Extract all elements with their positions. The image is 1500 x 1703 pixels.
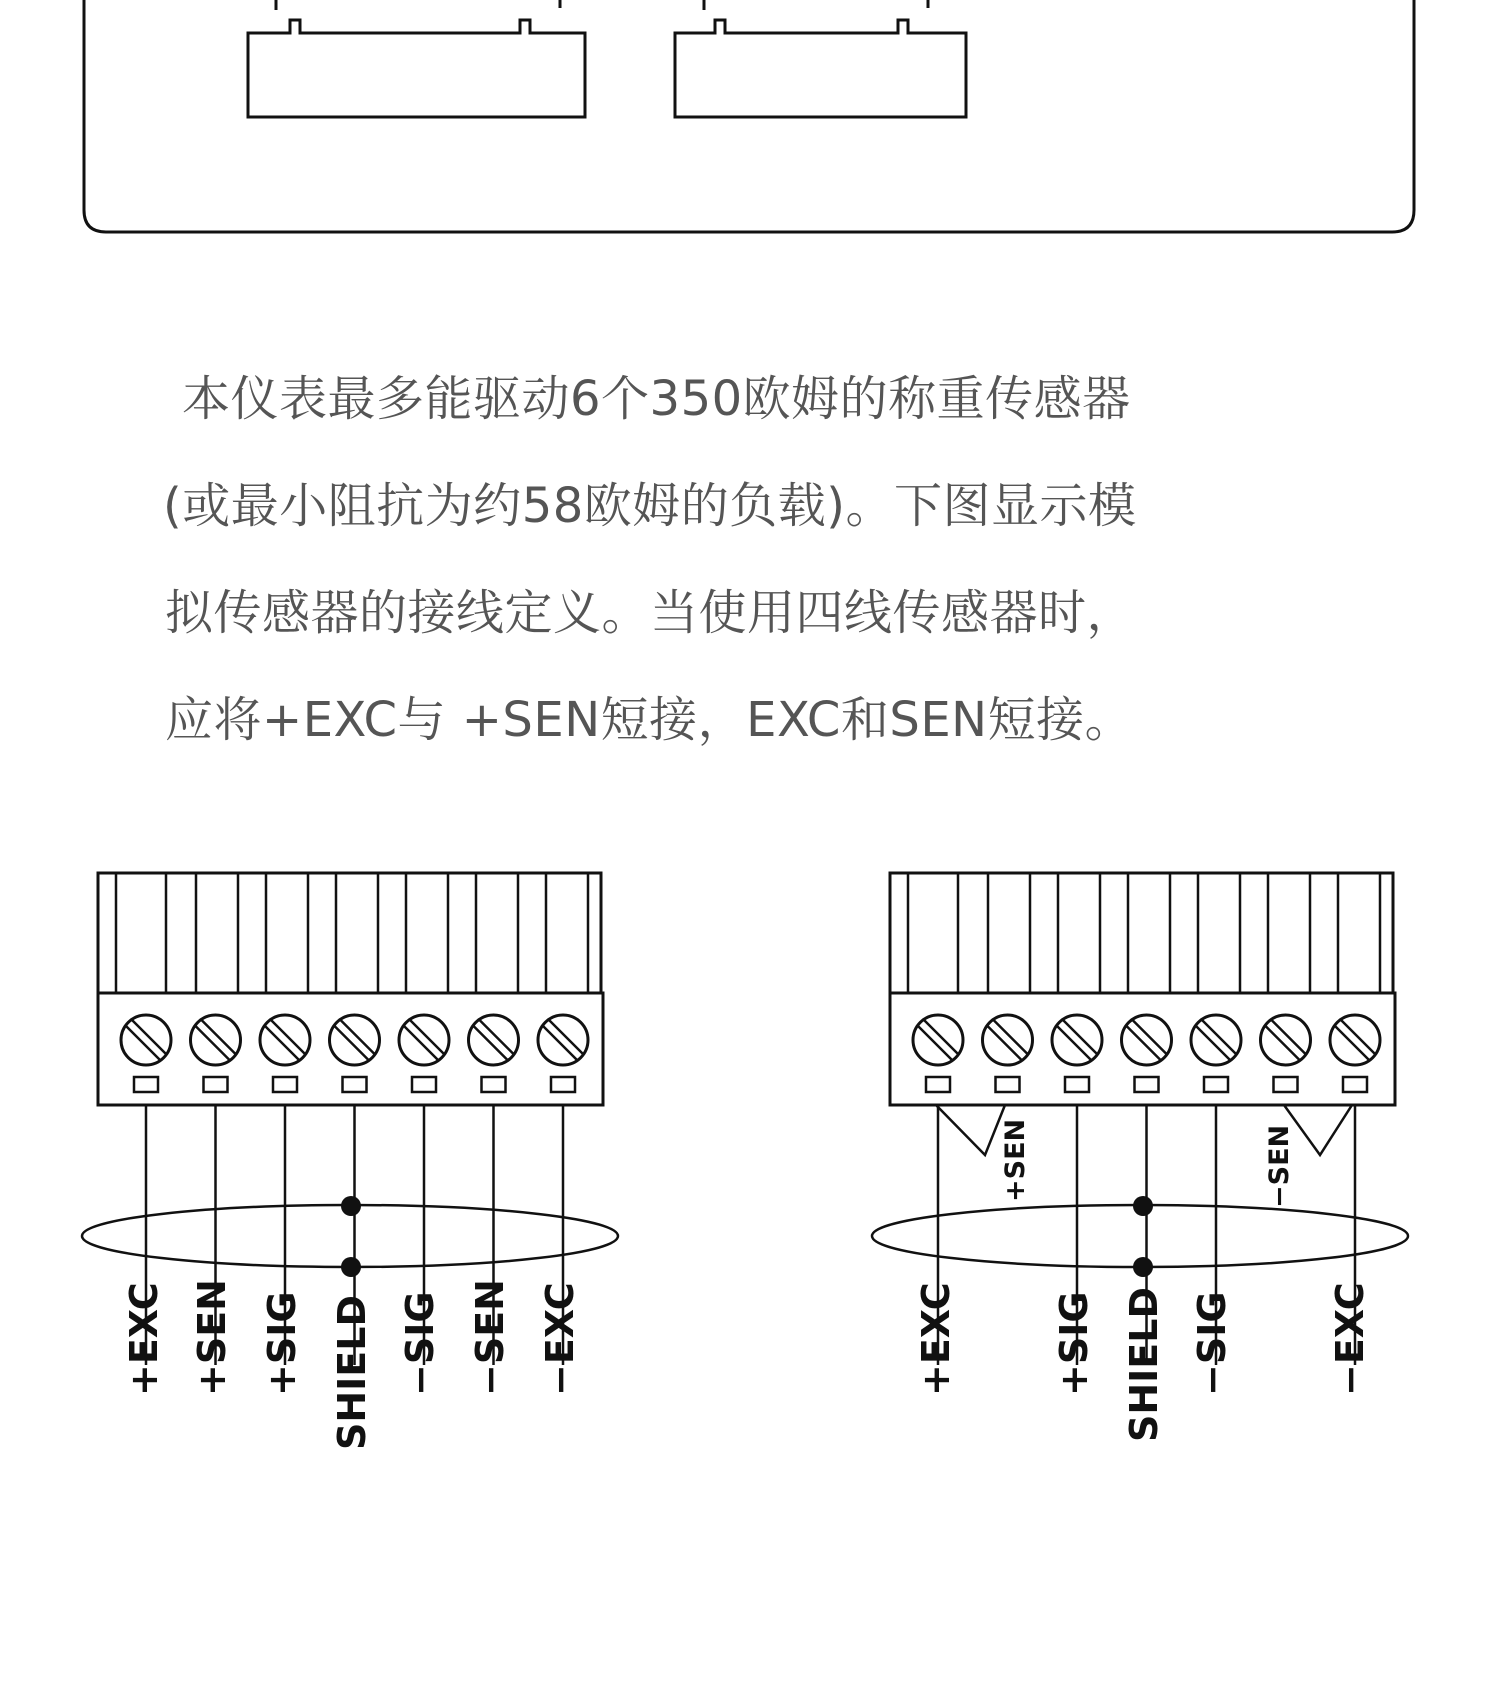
terminal-slot <box>1065 1077 1089 1092</box>
pin-label-plus-exc: +EXC <box>914 1282 958 1396</box>
pin-label-minus-sen: −SEN <box>468 1279 512 1396</box>
terminal-slot <box>1135 1077 1159 1092</box>
terminal-slot <box>343 1077 367 1092</box>
jumper-label-minus-sen: −SEN <box>1264 1124 1295 1208</box>
terminal-slot <box>204 1077 228 1092</box>
terminal-block <box>98 993 603 1105</box>
terminal-screws <box>121 1015 588 1092</box>
jumper-label-plus-sen: +SEN <box>1000 1118 1031 1202</box>
pin-label-minus-exc: −EXC <box>538 1282 582 1396</box>
six-wire-diagram <box>82 873 618 1450</box>
pin-label-plus-sig: +SIG <box>260 1291 304 1396</box>
terminal-screw <box>260 1015 310 1065</box>
shield-junction-dot <box>341 1196 361 1216</box>
terminal-screw <box>399 1015 449 1065</box>
terminal-screws <box>913 1015 1380 1092</box>
terminal-screw <box>1261 1015 1311 1065</box>
terminal-screw <box>1191 1015 1241 1065</box>
shield-junction-dot <box>1133 1196 1153 1216</box>
pin-label-plus-exc: +EXC <box>122 1282 166 1396</box>
terminal-screw <box>1122 1015 1172 1065</box>
terminal-screw <box>1330 1015 1380 1065</box>
terminal-slot <box>1343 1077 1367 1092</box>
plus-sen-jumper-wire <box>936 1105 1005 1155</box>
terminal-slot <box>926 1077 950 1092</box>
terminal-slot <box>551 1077 575 1092</box>
pin-label-plus-sig: +SIG <box>1052 1291 1096 1396</box>
terminal-screw <box>1052 1015 1102 1065</box>
terminal-screw <box>913 1015 963 1065</box>
terminal-slot <box>412 1077 436 1092</box>
terminal-slot <box>1204 1077 1228 1092</box>
four-wire-diagram <box>872 873 1408 1442</box>
terminal-slot <box>482 1077 506 1092</box>
shield-junction-dot <box>1133 1257 1153 1277</box>
terminal-header-top <box>98 873 601 993</box>
terminal-screw <box>983 1015 1033 1065</box>
wiring-diagrams <box>0 860 1500 1703</box>
description-line-2: (或最小阻抗为约58欧姆的负载)。下图显示模 <box>163 478 1137 534</box>
pin-label-minus-sig: −SIG <box>1190 1291 1234 1396</box>
terminal-slot <box>134 1077 158 1092</box>
terminal-slot <box>273 1077 297 1092</box>
terminal-screw <box>191 1015 241 1065</box>
shield-junction-dot <box>341 1257 361 1277</box>
terminal-screw <box>121 1015 171 1065</box>
pin-label-minus-sig: −SIG <box>398 1291 442 1396</box>
terminal-header-top <box>890 873 1393 993</box>
terminal-screw <box>538 1015 588 1065</box>
description-line-4: 应将+EXC与 +SEN短接，EXC和SEN短接。 <box>165 692 1134 748</box>
pin-label-shield: SHIELD <box>330 1294 374 1450</box>
pin-label-minus-exc: −EXC <box>1328 1282 1372 1396</box>
terminal-screw <box>469 1015 519 1065</box>
connector-block-right <box>675 0 966 117</box>
terminal-slot <box>996 1077 1020 1092</box>
terminal-screw <box>330 1015 380 1065</box>
terminal-slot <box>1274 1077 1298 1092</box>
description-line-3: 拟传感器的接线定义。当使用四线传感器时， <box>165 585 1136 641</box>
connector-block-left <box>248 0 585 117</box>
description-line-1: 本仪表最多能驱动6个350欧姆的称重传感器 <box>182 371 1131 427</box>
pin-label-shield: SHIELD <box>1122 1286 1166 1442</box>
pin-label-plus-sen: +SEN <box>190 1279 234 1396</box>
device-panel-outline <box>0 0 1500 260</box>
terminal-block <box>890 993 1395 1105</box>
